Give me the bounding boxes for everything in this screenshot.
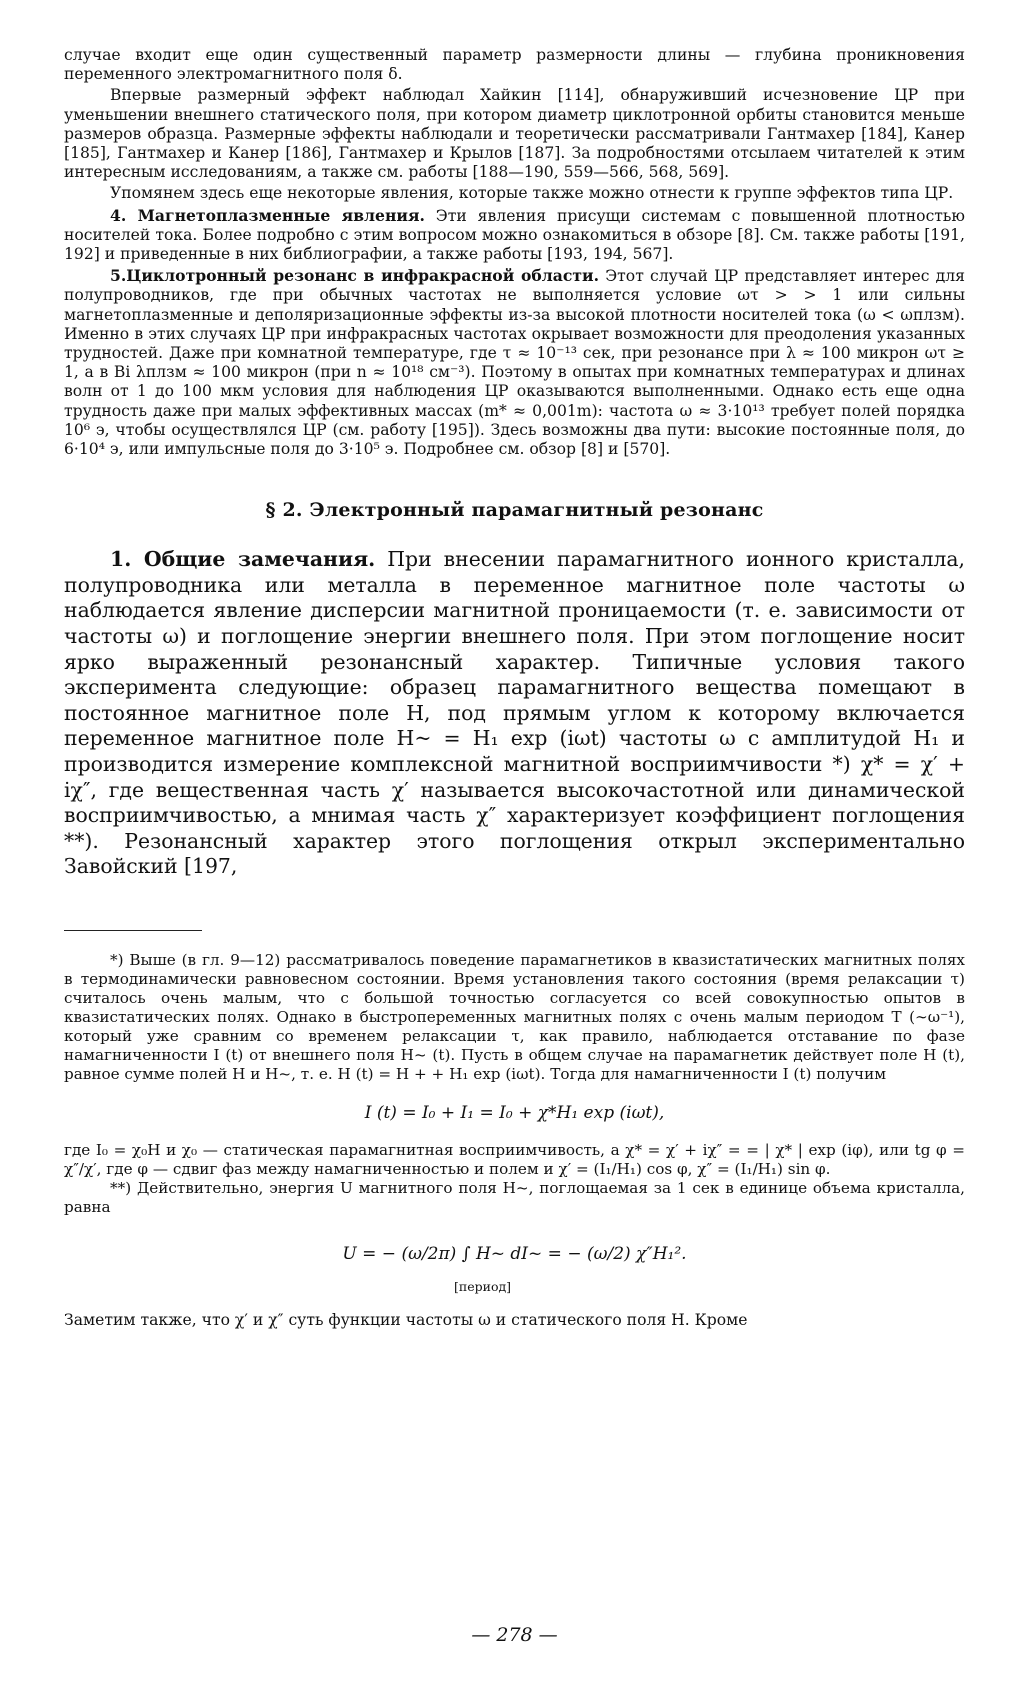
paragraph-general-remarks <box>64 547 965 880</box>
main-text-block <box>64 547 965 880</box>
closing-line: Заметим также, что χ′ и χ″ суть функции частоты ω и статического поля H. Кроме <box>64 1310 748 1329</box>
formula-magnetization: I (t) = I₀ + I₁ = I₀ + χ*H₁ exp (iωt), <box>364 1102 665 1123</box>
paragraph-heading: 5.Циклотронный резонанс в инфракрасной области. <box>110 266 600 286</box>
paragraph-size-effect: Впервые размерный эффект наблюдал Хайкин [114], обнаруживший исчезновение ЦР при уменьшении внешнего статического поля, при котором диаметр циклотронной орбиты становится меньше размеров образца. Размерные эффекты наблюдали и теоретически рассматривали Гантмахер [184], Канер [185], Гантмахер и Канер [186], Гантмахер и Крылов [187]. За подробностями отсылаем читателей к этим интересным исследованиям, а также см. работы [188—190, 559—566, 568, 569]. <box>64 86 965 182</box>
paragraph-other-effects: Упомянем здесь еще некоторые явления, которые также можно отнести к группе эффектов типа ЦР. <box>110 184 954 203</box>
paragraph-body: Этот случай ЦР представляет интерес для полупроводников, где при обычных частотах не выполняется условие ωτ > > 1 или сильны магнетоплазменные и деполяризационные эффекты из-за высокой плотности носителей тока (ω < ωплзм). Именно в этих случаях ЦР при инфракрасных частотах окрывает возможности для преодоления указанных трудностей. Даже при комнатной температуре, где τ ≈ 10⁻¹³ сек, при резонансе при λ ≈ 100 микрон ωτ ≥ 1, а в Bi λплзм ≈ 100 микрон (при n ≈ 10¹⁸ см⁻³). Поэтому в опытах при комнатных температурах и длинах волн от 1 до 100 мкм условия для наблюдения ЦР оказываются выполненными. Однако есть еще одна трудность даже при малых эффективных массах (m* ≈ 0,001m): частота ω ≈ 3·10¹³ требует полей порядка 10⁶ э, чтобы осуществлялся ЦР (см. работу [195]). Здесь возможны два пути: высокие постоянные поля, до 6·10⁴ э, или импульсные поля до 3·10⁵ э. Подробнее см. обзор [8] и [570]. <box>64 267 966 459</box>
section-title: § 2. Электронный парамагнитный резонанс <box>265 499 764 522</box>
paragraph-infrared <box>64 266 965 459</box>
paragraph-heading: 4. Магнетоплазменные явления. <box>110 205 425 225</box>
formula-energy-block <box>64 1235 965 1297</box>
paragraph-heading: 1. Общие замечания. <box>110 547 376 572</box>
formula-energy: U = − (ω/2π) ∫ H~ dI~ = − (ω/2) χ″H₁². <box>342 1243 687 1264</box>
paragraph-body: При внесении парамагнитного ионного кристалла, полупроводника или металла в переменное магнитное поле частоты ω наблюдается явление дисперсии магнитной проницаемости (т. е. зависимости от частоты ω) и поглощение энергии внешнего поля. При этом поглощение носит ярко выраженный резонансный характер. Типичные условия такого эксперимента следующие: образец парамагнитного вещества помещают в постоянное магнитное поле H, под прямым углом к которому включается переменное магнитное поле H~ = H₁ exp (iωt) частоты ω с амплитудой H₁ и производится измерение комплексной магнитной восприимчивости *) χ* = χ′ + iχ″, где вещественная часть χ′ называется высокочастотной или динамической восприимчивостью, а мнимая часть χ″ характеризует коэффициент поглощения **). Резонансный характер этого поглощения открыл экспериментально Завойский [197, <box>64 547 965 879</box>
formula-integral-limit: [период] <box>454 1278 512 1294</box>
footnote-divider <box>64 930 202 931</box>
footnote-1-continued: где I₀ = χ₀H и χ₀ — статическая парамагнитная восприимчивость, а χ* = χ′ + iχ″ = = | χ* | exp (iφ), или tg φ = χ″/χ′, где φ — сдвиг фаз между намагниченностью и полем и χ′ = (I₁/H₁) cos φ, χ″ = (I₁/H₁) sin φ. <box>64 1140 965 1178</box>
top-text-block <box>64 46 965 459</box>
paragraph-body: Эти явления присущи системам с повышенной плотностью носителей тока. Более подробно с этим вопросом можно ознакомиться в обзоре [8]. См. также работы [191, 192] и приведенные в них библиографии, а также работы [193, 194, 567]. <box>64 206 965 264</box>
footnote-1: *) Выше (в гл. 9—12) рассматривалось поведение парамагнетиков в квазистатических магнитных полях в термодинамически равновесном состоянии. Время установления такого состояния (время релаксации τ) считалось очень малым, что с большой точностью согласуется со всей совокупностью опытов в квазистатических полях. Однако в быстропеременных магнитных полях с очень малым периодом T (∼ω⁻¹), который уже сравним со временем релаксации τ, как правило, наблюдается отставание по фазе намагниченности I (t) от внешнего поля H~ (t). Пусть в общем случае на парамагнетик действует поле H (t), равное сумме полей H и H~, т. е. H (t) = H + + H₁ exp (iωt). Тогда для намагниченности I (t) получим <box>64 950 965 1083</box>
paragraph-depth: случае входит еще один существенный параметр размерности длины — глубина проникновения переменного электромагнитного поля δ. <box>64 46 965 84</box>
footnotes <box>64 951 965 1297</box>
footnote-2: **) Действительно, энергия U магнитного поля H~, поглощаемая за 1 сек в единице объема кристалла, равна <box>64 1178 965 1216</box>
paragraph-magnetoplasma <box>64 206 965 265</box>
page-number: — 278 — <box>471 1624 558 1646</box>
